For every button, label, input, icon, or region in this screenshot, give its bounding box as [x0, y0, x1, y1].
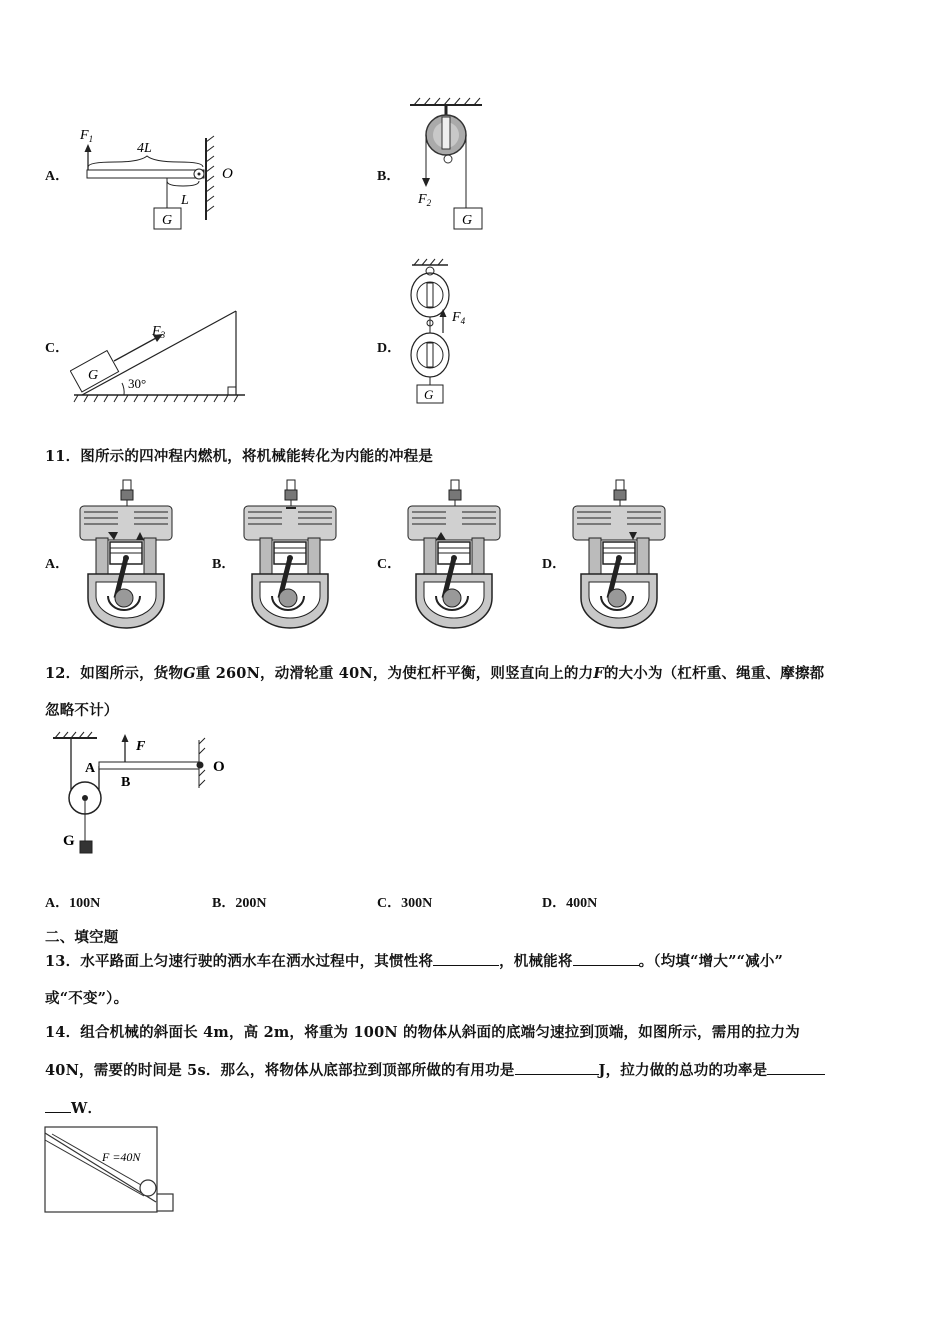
force-label: F =40N — [102, 1150, 141, 1164]
point-label-b: B — [121, 775, 131, 790]
option-label-a: A． — [45, 169, 70, 184]
length-label-4l: 4L — [137, 141, 152, 156]
weight-label-g: G — [462, 213, 473, 228]
weight-label-g: G — [162, 213, 173, 228]
option-label-d: D． — [542, 557, 567, 572]
engine-diagram-c — [406, 478, 506, 630]
force-label-f2: $F_2$ — [418, 192, 432, 208]
section-title: 二、填空题 — [45, 929, 119, 946]
q12-option-d: D．400N — [542, 896, 598, 911]
question-13-line2: 或“不变”）。 — [45, 990, 129, 1007]
pulley-diagram-b — [400, 95, 500, 240]
lever-pulley-diagram — [45, 728, 240, 863]
engine-diagram-b — [242, 478, 342, 630]
pivot-label-o: O — [222, 166, 233, 182]
incline-pulley-diagram — [44, 1124, 179, 1216]
answer-blank-1[interactable] — [433, 951, 499, 966]
question-14-line1: 14．组合机械的斜面长 4m，高 2m，将重为 100N 的物体从斜面的底端匀速拉到顶端，如图所示，需用的拉力为 — [45, 1024, 800, 1041]
lever-diagram-a — [75, 120, 250, 235]
angle-label: 30° — [128, 376, 147, 391]
option-label-d: D． — [377, 341, 402, 356]
length-label-l: L — [181, 193, 189, 208]
option-label-b: B． — [212, 557, 236, 572]
force-label-f: F — [136, 739, 146, 754]
q12-option-c: C．300N — [377, 896, 433, 911]
option-label-a: A． — [45, 557, 70, 572]
option-label-c: C． — [377, 557, 402, 572]
pivot-label-o: O — [213, 759, 225, 775]
point-label-a: A — [85, 761, 96, 776]
question-11-stem: 11．图所示的四冲程内燃机，将机械能转化为内能的冲程是 — [45, 448, 434, 465]
option-label-b: B． — [377, 169, 401, 184]
question-14-line3: W． — [45, 1097, 102, 1118]
weight-label-g: G — [424, 387, 434, 402]
weight-label-g: G — [63, 833, 75, 849]
force-label-f3: $F_3$ — [152, 324, 166, 340]
answer-blank-power-part2[interactable] — [45, 1098, 71, 1113]
answer-blank-useful-work[interactable] — [515, 1060, 599, 1075]
question-12-stem: 12．如图所示，货物G重 260N，动滑轮重 40N，为使杠杆平衡，则竖直向上的力F的大小为（杠杆重、绳重、摩擦都 — [45, 665, 825, 682]
force-label-f1: $F_1$ — [80, 128, 94, 144]
force-label-f4: $F_4$ — [452, 310, 466, 326]
weight-label-g: G — [88, 368, 99, 383]
q12-option-b: B．200N — [212, 896, 267, 911]
answer-blank-power-part1[interactable] — [767, 1060, 825, 1075]
question-12-stem-line2: 忽略不计） — [45, 702, 119, 719]
q12-option-a: A．100N — [45, 896, 101, 911]
option-label-c: C． — [45, 341, 70, 356]
pulley-diagram-d — [400, 255, 480, 410]
engine-diagram-d — [571, 478, 671, 630]
incline-diagram-c — [70, 305, 250, 410]
engine-diagram-a — [78, 478, 178, 630]
answer-blank-2[interactable] — [573, 951, 639, 966]
question-14-line2: 40N，需要的时间是 5s．那么，将物体从底部拉到顶部所做的有用功是 J，拉力做的总功的功率是 — [45, 1059, 825, 1080]
question-13-stem: 13．水平路面上匀速行驶的洒水车在洒水过程中，其惯性将 ，机械能将 。（均填“增大”“减小” — [45, 953, 784, 970]
